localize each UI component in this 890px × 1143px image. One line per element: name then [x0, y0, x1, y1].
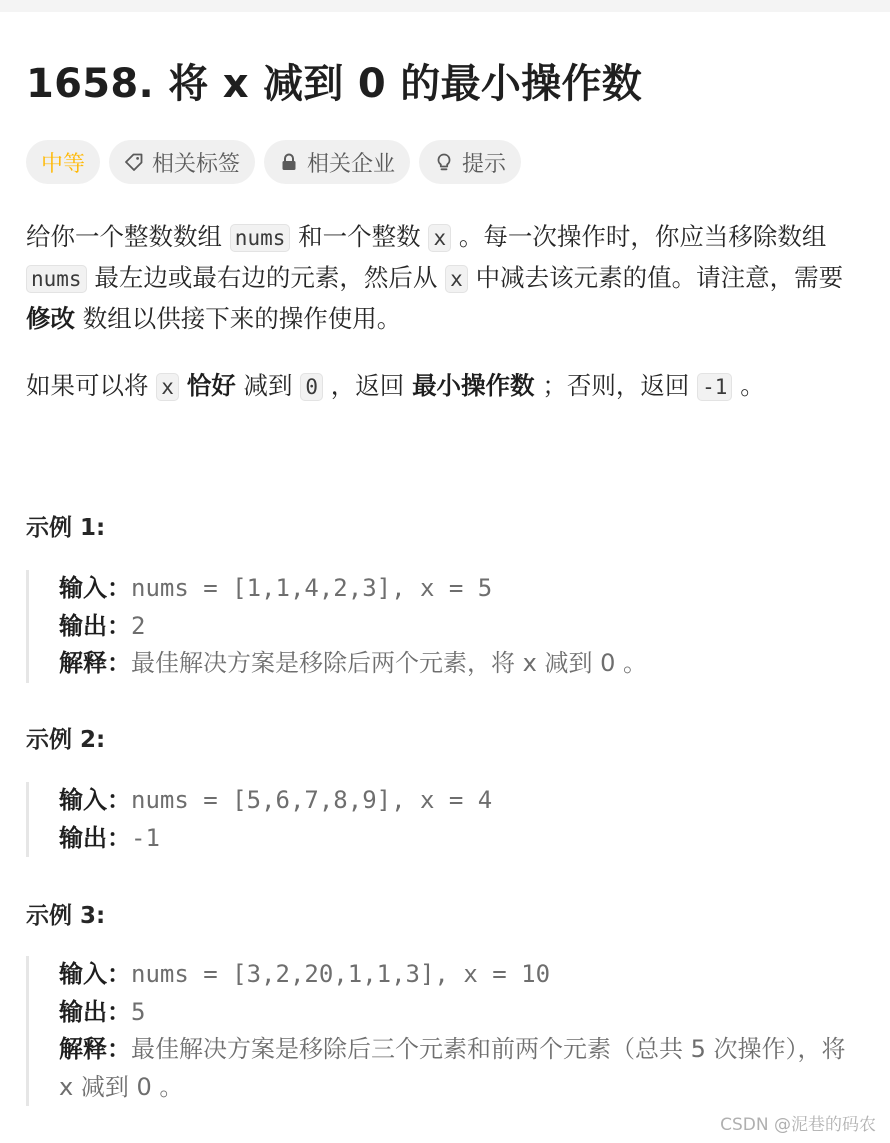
example-input: nums = [1,1,4,2,3], x = 5 [131, 574, 493, 602]
bold-text: 最小操作数 [412, 371, 535, 400]
related-companies-button[interactable] [264, 140, 410, 184]
example-output: 2 [131, 611, 146, 640]
lightbulb-icon [434, 152, 454, 172]
related-tags-label: 相关标签 [152, 151, 241, 177]
lock-icon [279, 152, 299, 172]
example-output: -1 [131, 823, 160, 852]
example-1-block [26, 570, 859, 683]
example-2-heading: 示例 2: [26, 727, 106, 753]
example-input-line: 输入：nums = [5,6,7,8,9], x = 4 [59, 786, 493, 814]
related-tags-button[interactable] [109, 140, 255, 184]
inline-code: x [445, 265, 468, 293]
inline-code: 0 [300, 373, 323, 401]
watermark: CSDN @泥巷的码农 [720, 1115, 876, 1135]
example-output-line: 输出：-1 [59, 823, 160, 852]
example-input: nums = [5,6,7,8,9], x = 4 [131, 786, 493, 814]
difficulty-tag[interactable] [26, 140, 100, 184]
description-paragraph-2: 如果可以将 x 恰好 减到 0 ，返回 最小操作数 ；否则，返回 -1 。 [26, 371, 765, 400]
problem-title: 1658. 将 x 减到 0 的最小操作数 [26, 61, 643, 107]
related-companies-label: 相关企业 [307, 151, 396, 177]
example-output-line: 输出：2 [59, 611, 146, 640]
inline-code: nums [230, 224, 291, 252]
example-explanation: 最佳解决方案是移除后三个元素和前两个元素（总共 5 次操作），将 x 减到 0 。 [59, 1035, 846, 1101]
example-1-heading: 示例 1: [26, 515, 106, 541]
example-output-line: 输出：5 [59, 997, 146, 1026]
bold-text: 恰好 [186, 371, 236, 400]
bold-text: 修改 [26, 304, 75, 333]
example-2-block [26, 782, 859, 857]
example-input: nums = [3,2,20,1,1,3], x = 10 [131, 960, 551, 988]
hints-button[interactable] [419, 140, 521, 184]
example-explanation: 最佳解决方案是移除后两个元素，将 x 减到 0 。 [131, 649, 647, 677]
description-paragraph-1: 给你一个整数数组 nums 和一个整数 x 。每一次操作时，你应当移除数组 nums 最左边或最右边的元素，然后从 x 中减去该元素的值。请注意，需要 修改 数组以供接下来的操作使用。 [26, 222, 844, 333]
inline-code: -1 [697, 373, 732, 401]
tag-row [26, 140, 521, 184]
tag-icon [124, 152, 144, 172]
example-3-block [26, 956, 859, 1106]
example-3-heading: 示例 3: [26, 903, 106, 929]
hints-label: 提示 [462, 151, 507, 177]
inline-code: x [156, 373, 179, 401]
difficulty-label: 中等 [41, 151, 86, 177]
example-input-line: 输入：nums = [1,1,4,2,3], x = 5 [59, 574, 493, 602]
top-bar [0, 0, 890, 12]
example-explanation-line: 解释：最佳解决方案是移除后两个元素，将 x 减到 0 。 [59, 649, 647, 677]
inline-code: x [428, 224, 451, 252]
example-explanation-line: 解释：最佳解决方案是移除后三个元素和前两个元素（总共 5 次操作），将 x 减到 0 。 [59, 1035, 846, 1101]
example-input-line: 输入：nums = [3,2,20,1,1,3], x = 10 [59, 960, 551, 988]
example-output: 5 [131, 997, 146, 1026]
inline-code: nums [26, 265, 87, 293]
